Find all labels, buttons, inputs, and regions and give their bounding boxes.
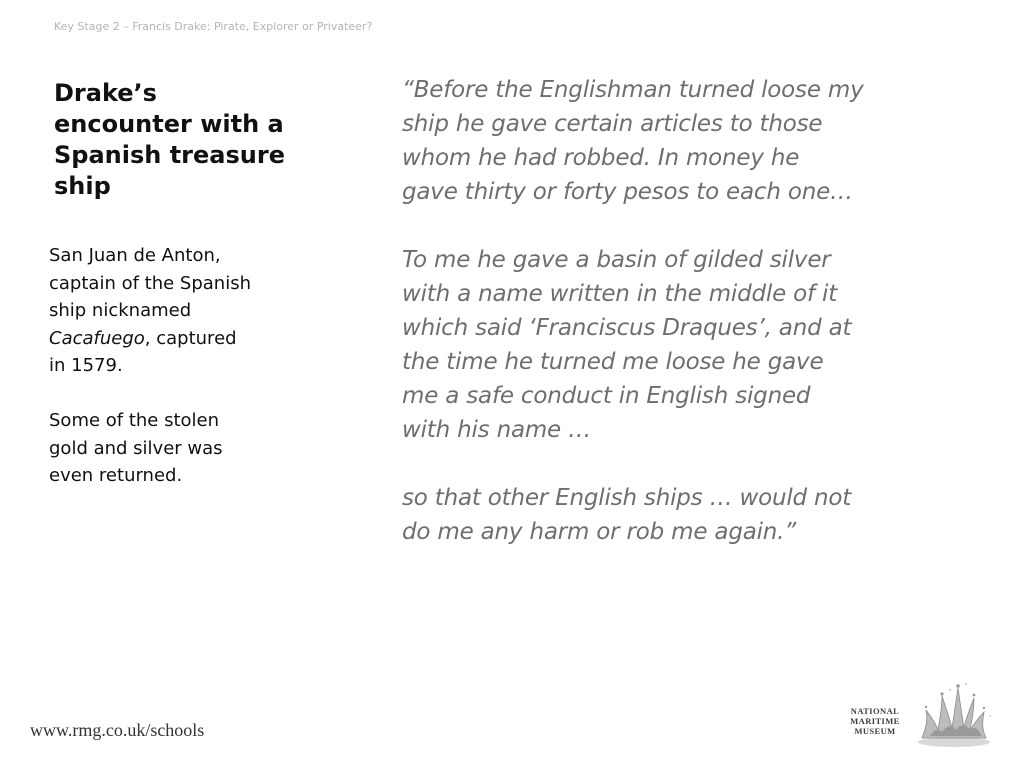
quote-line: so that other English ships … would not [402, 485, 852, 511]
quote-line: with his name … [402, 417, 591, 443]
quote-line: me a safe conduct in English signed [402, 383, 811, 409]
header-course-line: Key Stage 2 – Francis Drake: Pirate, Explorer or Privateer? [54, 20, 373, 33]
ship-name: Cacafuego [49, 327, 145, 349]
context-line: Some of the stolen [49, 410, 220, 431]
logo-line: MARITIME [850, 716, 900, 726]
quote-paragraph [402, 243, 972, 447]
context-paragraph-captain [49, 242, 309, 380]
slide-title-line: Drake’s [54, 79, 157, 107]
context-paragraph-returned [49, 407, 309, 490]
slide-title-line: ship [54, 172, 111, 200]
quote-block [402, 73, 972, 549]
context-line: captain of the Spanish [49, 272, 251, 294]
logo-line: MUSEUM [854, 726, 896, 736]
slide-title-line: Spanish treasure [54, 141, 285, 169]
quote-line: gave thirty or forty pesos to each one… [402, 179, 853, 205]
footer-url: www.rmg.co.uk/schools [30, 720, 205, 740]
logo-line: NATIONAL [850, 706, 900, 716]
quote-line: the time he turned me loose he gave [402, 349, 824, 375]
quote-line: To me he gave a basin of gilded silver [402, 247, 831, 273]
context-line [49, 325, 309, 353]
context-line: even returned. [49, 465, 183, 486]
slide-title [54, 78, 304, 202]
context-line-tail: , captured [144, 327, 237, 349]
quote-line: which said ‘Franciscus Draques’, and at [402, 315, 852, 341]
context-line: gold and silver was [49, 437, 223, 459]
quote-line: do me any harm or rob me again.” [402, 519, 797, 545]
quote-line: ship he gave certain articles to those [402, 111, 823, 137]
museum-logo [840, 680, 1000, 750]
context-line: in 1579. [49, 355, 123, 376]
quote-line: with a name written in the middle of it [402, 281, 838, 307]
slide-title-line: encounter with a [54, 110, 284, 138]
logo-wordmark [840, 706, 910, 736]
context-line: ship nicknamed [49, 300, 192, 321]
quote-paragraph [402, 73, 972, 209]
context-line: San Juan de Anton, [49, 245, 221, 266]
crown-splash-icon [912, 680, 997, 750]
quote-line: whom he had robbed. In money he [402, 145, 800, 171]
context-text [49, 242, 309, 490]
quote-line: “Before the Englishman turned loose my [402, 77, 864, 103]
quote-paragraph [402, 481, 972, 549]
